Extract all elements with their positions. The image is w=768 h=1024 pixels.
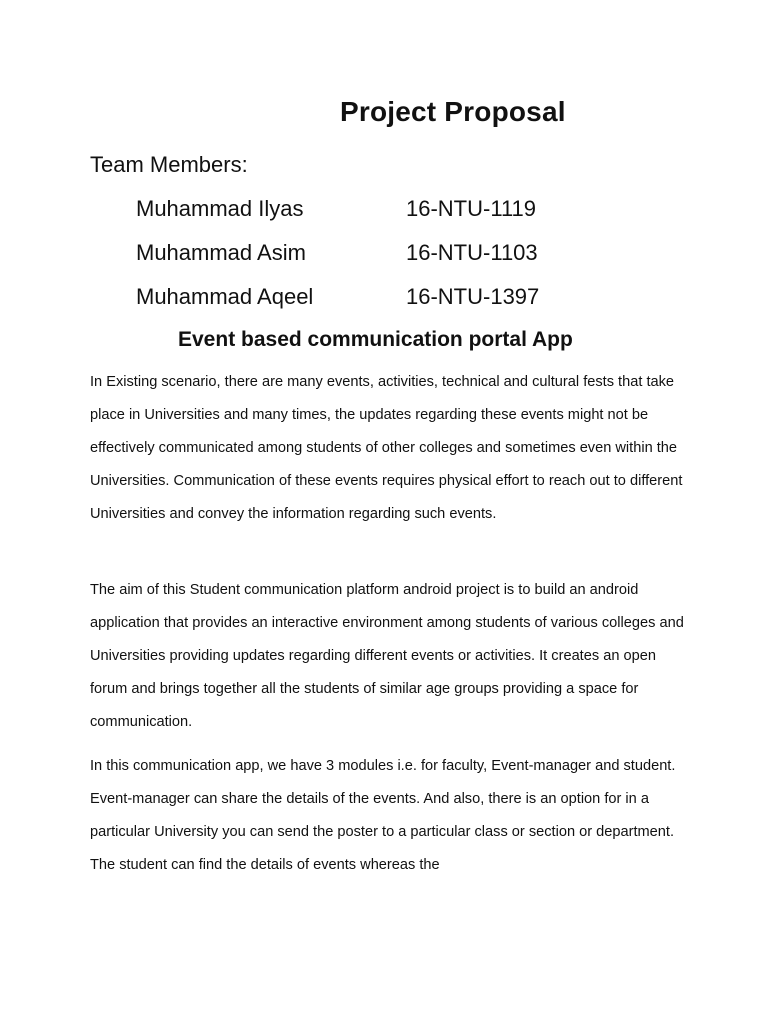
page-title: Project Proposal	[340, 96, 566, 127]
team-member-row	[136, 196, 636, 226]
team-members-heading: Team Members:	[90, 152, 248, 177]
member-name: Muhammad Ilyas	[136, 196, 304, 221]
project-subtitle: Event based communication portal App	[178, 328, 573, 351]
team-member-row	[136, 284, 636, 314]
paragraph-project-aim: The aim of this Student communication platform android project is to build an android application that provides an interactive environment among students of various colleges and Universities providing updates regarding different events or activities. It creates an open forum and brings together all the students of similar age groups providing a space for communication.	[90, 582, 684, 730]
member-id: 16-NTU-1103	[406, 240, 538, 265]
team-member-row	[136, 240, 636, 270]
paragraph-app-modules: In this communication app, we have 3 modules i.e. for faculty, Event-manager and student. Event-manager can share the details of the events. And also, there is an option for in a particular University you can send the poster to a particular class or section or department. The student can find the details of events whereas the	[90, 758, 676, 873]
member-id: 16-NTU-1119	[406, 196, 537, 221]
paragraph-existing-scenario: In Existing scenario, there are many events, activities, technical and cultural fests that take place in Universities and many times, the updates regarding these events might not be effectively communicated among students of other colleges and sometimes even within the Universities. Communication of these events requires physical effort to reach out to different Universities and convey the information regarding such events.	[90, 374, 683, 522]
member-id: 16-NTU-1397	[406, 284, 540, 309]
member-name: Muhammad Aqeel	[136, 284, 314, 309]
member-name: Muhammad Asim	[136, 240, 306, 265]
